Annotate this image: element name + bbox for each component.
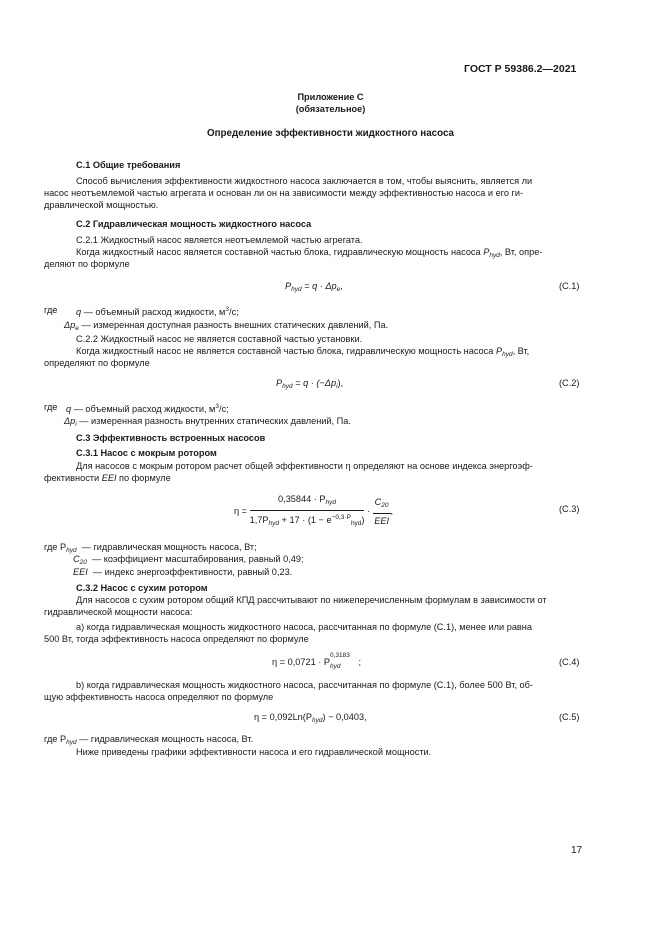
- text: ): [361, 515, 365, 525]
- subscript: hyd: [502, 351, 513, 358]
- text: — гидравлическая мощность насоса, Вт.: [76, 734, 254, 744]
- text: ) − 0,0403,: [322, 712, 367, 722]
- symbol: P: [483, 247, 490, 257]
- text: ,: [390, 505, 394, 516]
- section-c1-heading: С.1 Общие требования: [76, 160, 181, 170]
- standard-number: ГОСТ Р 59386.2—2021: [464, 63, 577, 75]
- fraction-main: [250, 493, 365, 530]
- subscript: i: [75, 421, 77, 428]
- fraction-denominator: EEI: [374, 516, 389, 526]
- text: по формуле: [116, 473, 171, 483]
- subscript: hyd: [489, 252, 500, 259]
- subscript: hyd: [282, 383, 293, 390]
- subscript: hyd: [66, 547, 77, 554]
- text: ),: [337, 378, 344, 388]
- where-item: [76, 304, 239, 318]
- symbol: q: [76, 307, 82, 317]
- appendix-status: (обязательное): [295, 104, 366, 114]
- section-c2-heading: С.2 Гидравлическая мощность жидкостного насоса: [76, 219, 312, 229]
- formula-c3: [234, 493, 393, 530]
- subscript: 20: [79, 559, 87, 566]
- text: Когда жидкостный насос является составной частью блока, гидравлическую мощность насоса: [76, 247, 484, 257]
- text: где P: [44, 542, 67, 552]
- text: /с;: [219, 404, 229, 414]
- paragraph-line: [76, 246, 542, 262]
- main-title: Определение эффективности жидкостного насоса: [207, 128, 454, 139]
- text: где P: [44, 734, 67, 744]
- symbol: EEI: [73, 567, 88, 577]
- fraction-numerator: [250, 493, 365, 511]
- section-c3-heading: С.3 Эффективность встроенных насосов: [76, 433, 266, 443]
- symbol: P: [276, 378, 283, 388]
- formula-c5: [254, 711, 367, 727]
- paragraph-line: щую эффективность насоса определяют по формуле: [44, 692, 274, 702]
- text: η = 0,092Ln(P: [254, 712, 312, 722]
- formula-number: (С.5): [559, 712, 580, 722]
- formula-number: (С.4): [559, 657, 580, 667]
- subsection-c31-heading: С.3.1 Насос с мокрым ротором: [76, 448, 217, 458]
- formula-number: (С.3): [559, 504, 580, 514]
- subscript: hyd: [329, 663, 341, 670]
- where-label: где: [44, 402, 58, 412]
- symbol: Δp: [64, 416, 76, 426]
- paragraph-line: дравлической мощностью.: [44, 200, 159, 210]
- formula-number: (С.1): [559, 281, 580, 291]
- text: C: [374, 497, 382, 507]
- fraction-numerator: [373, 496, 391, 514]
- superscript: −0,3·P: [331, 514, 351, 521]
- paragraph-line: а) когда гидравлическая мощность жидкостного насоса, рассчитанная по формуле (С.1), менее или равна: [76, 622, 532, 632]
- where-item: [64, 415, 351, 431]
- subscript: hyd: [268, 520, 279, 527]
- paragraph-line: Способ вычисления эффективности жидкостного насоса заключается в том, чтобы выяснить, является ли: [76, 176, 533, 186]
- appendix-title: Приложение С: [297, 92, 364, 102]
- symbol: Δp: [64, 320, 76, 330]
- paragraph-line: деляют по формуле: [44, 259, 130, 269]
- symbol: C: [73, 554, 80, 564]
- symbol: P: [285, 281, 292, 291]
- subscript: hyd: [291, 286, 302, 293]
- text: 0,35844 · P: [278, 494, 326, 504]
- paragraph-line: С.2.1 Жидкостный насос является неотъемлемой частью агрегата.: [76, 235, 363, 245]
- paragraph-line: Ниже приведены графики эффективности насоса и его гидравлической мощности.: [76, 747, 432, 757]
- text: ;: [355, 657, 362, 667]
- paragraph-line: определяют по формуле: [44, 358, 150, 368]
- paragraph-line: 500 Вт, тогда эффективность насоса определяют по формуле: [44, 634, 309, 644]
- symbol: q: [66, 404, 72, 414]
- subscript: hyd: [311, 717, 323, 724]
- formula-number: (С.2): [559, 378, 580, 388]
- where-item: [73, 566, 292, 578]
- subsection-c32-heading: С.3.2 Насос с сухим ротором: [76, 583, 208, 593]
- subscript: hyd: [325, 499, 337, 506]
- paragraph-line: С.2.2 Жидкостный насос не является составной частью установки.: [76, 334, 363, 344]
- text: — гидравлическая мощность насоса, Вт;: [81, 542, 257, 552]
- formula-c4: [272, 652, 362, 670]
- text: — коэффициент масштабирования, равный 0,49;: [91, 554, 304, 564]
- paragraph-line: гидравлической мощности насоса:: [44, 607, 193, 617]
- paragraph-line: [44, 472, 171, 484]
- formula-body: = q · (−Δp: [292, 378, 337, 388]
- where-item: [66, 401, 229, 415]
- text: η = 0,0721 · P: [272, 657, 330, 667]
- paragraph-line: Для насосов с мокрым ротором расчет общей эффективности η определяют на основе индекса энергоэф-: [76, 461, 533, 471]
- text: , Вт,: [512, 346, 530, 356]
- paragraph-line: насос неотъемлемой частью агрегата и основан ли он на зависимости между эффективностью насоса и его ги-: [44, 188, 524, 198]
- formula-c1: [285, 280, 343, 296]
- text: — индекс энергоэффективности, равный 0,23.: [92, 567, 293, 577]
- text: Когда жидкостный насос не является составной частью блока, гидравлическую мощность насоса: [76, 346, 496, 356]
- text: ,: [340, 281, 343, 291]
- text: фективности: [44, 473, 102, 483]
- subscript: hyd: [66, 739, 77, 746]
- fraction-denominator: [250, 511, 365, 530]
- subscript: hyd: [350, 520, 362, 527]
- eta-lhs: η =: [234, 505, 248, 516]
- subscript: i: [336, 383, 338, 390]
- fraction-coef: [373, 496, 391, 527]
- text: + 17 · (1 − e: [278, 515, 332, 525]
- text: — измеренная разность внутренних статических давлений, Па.: [79, 416, 351, 426]
- subscript: e: [336, 286, 341, 293]
- subscript: 20: [381, 502, 389, 509]
- formula-body: = q · Δp: [301, 281, 337, 291]
- subscript: e: [75, 325, 79, 332]
- formula-c2: [276, 377, 343, 393]
- text: /с;: [229, 307, 239, 317]
- text: — объемный расход жидкости, м: [83, 307, 226, 317]
- superscript: 0,3183: [329, 652, 350, 659]
- sub-sup-group: [329, 652, 356, 670]
- superscript: 3: [215, 403, 220, 410]
- text: — измеренная доступная разность внешних статических давлений, Па.: [81, 320, 389, 330]
- text: ·: [364, 505, 373, 516]
- page-number: 17: [571, 845, 583, 856]
- superscript: 3: [225, 306, 230, 313]
- symbol: EEI: [101, 473, 117, 483]
- symbol: P: [495, 346, 503, 356]
- paragraph-line: Для насосов с сухим ротором общий КПД рассчитывают по нижеперечисленным формулам в зависимости от: [76, 595, 547, 605]
- paragraph-line: b) когда гидравлическая мощность жидкостного насоса, рассчитанная по формуле (С.1), более 500 Вт, об-: [76, 680, 533, 690]
- where-label: где: [44, 305, 58, 315]
- text: — объемный расход жидкости, м: [73, 404, 216, 414]
- text: 1,7P: [249, 515, 269, 525]
- text: , Вт, опре-: [499, 247, 543, 257]
